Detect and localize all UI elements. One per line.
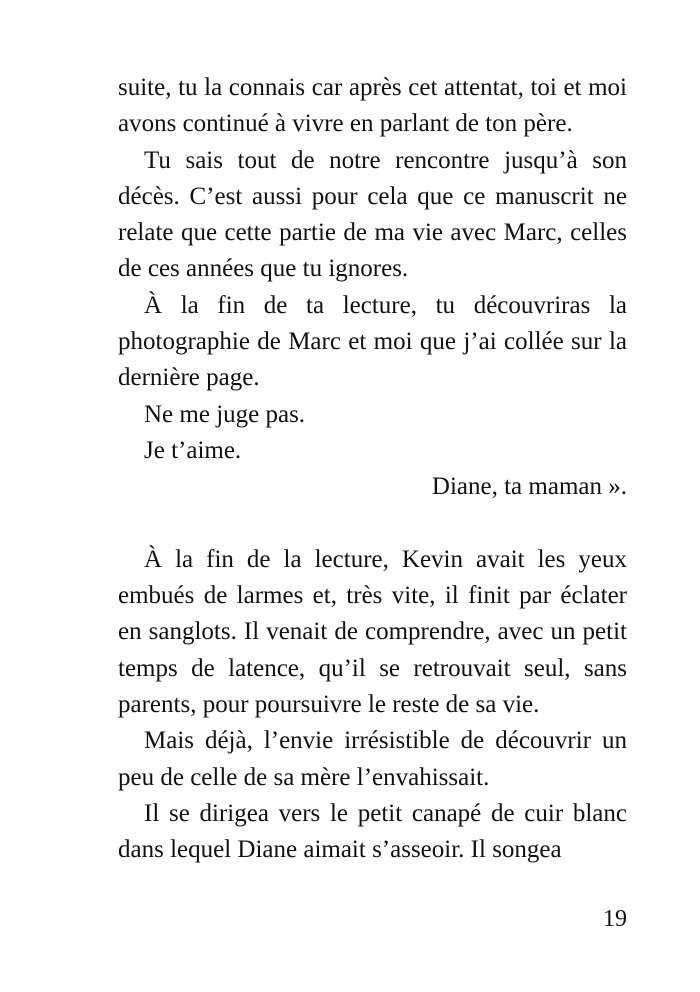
paragraph-desire: Mais déjà, l’envie irrésistible de découvrir un peu de celle de sa mère l’envahissait. xyxy=(118,727,627,791)
paragraph-photograph: À la fin de ta lecture, tu découvriras la photographie de Marc et moi que j’ai collée sur la dernière page. xyxy=(118,291,627,392)
paragraph-meeting: Tu sais tout de notre rencontre jusqu’à son décès. C’est aussi pour cela que ce manuscrit ne relate que cette partie de ma vie avec Marc, celles de ces années que tu ignores. xyxy=(118,146,627,283)
paragraph-sofa: Il se dirigea vers le petit canapé de cuir blanc dans lequel Diane aimait s’asseoir. Il songea xyxy=(118,799,627,864)
book-page-text xyxy=(118,70,627,869)
paragraph-kevin-tears: À la fin de la lecture, Kevin avait les yeux embués de larmes et, très vite, il finit par éclater en sanglots. Il venait de comprendre, avec un petit temps de latence, qu’il se retrouvait seul, sans parents, pour poursuivre le reste de sa vie. xyxy=(118,545,627,719)
letter-signature: Diane, ta maman ». xyxy=(431,473,627,501)
paragraph-love: Je t’aime. xyxy=(144,436,242,464)
paragraph-continuation: suite, tu la connais car après cet attentat, toi et moi avons continué à vivre en parlant de ton père. xyxy=(118,74,627,138)
section-break xyxy=(118,506,627,542)
page-number: 19 xyxy=(603,906,627,932)
paragraph-do-not-judge: Ne me juge pas. xyxy=(144,400,306,428)
